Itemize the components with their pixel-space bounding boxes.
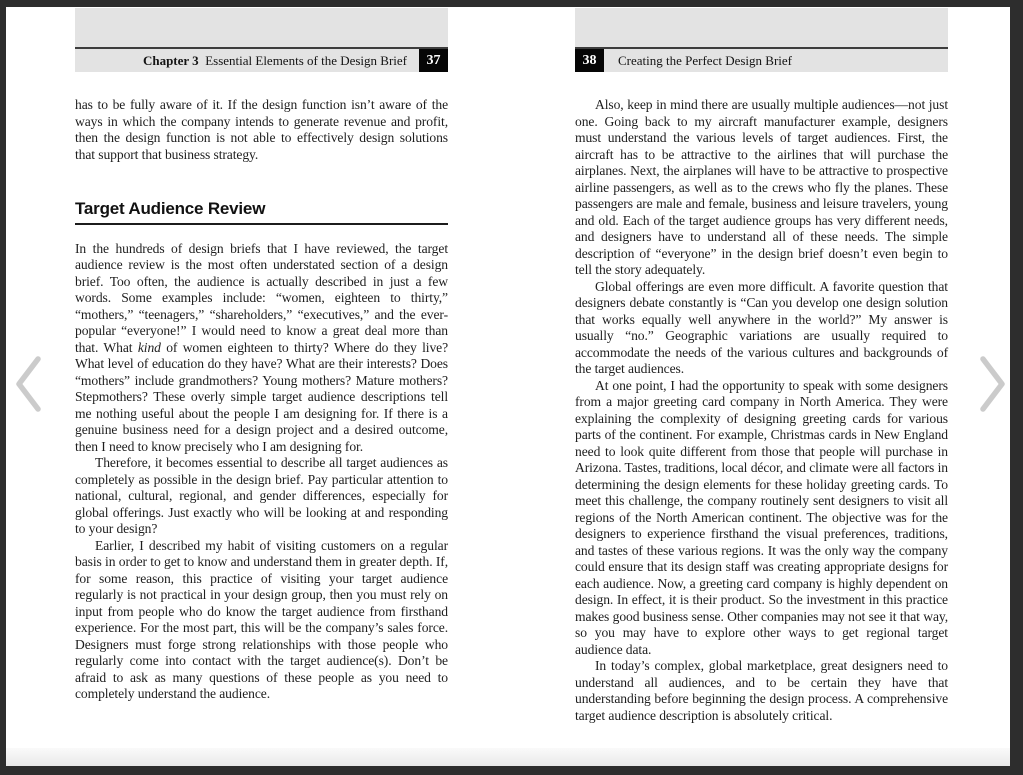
right-page: [575, 8, 948, 724]
paragraph: Global offerings are even more difficult. A favorite question that designers debate constantly is “Can you develop one design solution that works equally well anywhere in the world?” My answer is usually “no.” Geographic variations are usually required to accommodate the needs of the various cultures and backgrounds of the target audiences.: [575, 278, 948, 376]
paragraph: has to be fully aware of it. If the design function isn’t aware of the ways in which the company intends to generate revenue and profit, then the design function is not able to effectively design solutions that support that business strategy.: [75, 97, 448, 162]
left-page-header-band: [75, 8, 448, 72]
right-page-number: 38: [575, 49, 604, 72]
right-running-head: Creating the Perfect Design Brief: [618, 52, 792, 68]
right-header-row: [575, 49, 948, 72]
left-page-body: [75, 72, 448, 703]
book-spread: [6, 7, 1010, 766]
left-page: [75, 8, 448, 703]
right-page-header-band: [575, 8, 948, 72]
paragraph: In today’s complex, global marketplace, great designers need to understand all audiences, and to be certain they have that understanding before beginning the design process. A comprehensive target audience description is absolutely critical.: [575, 658, 948, 723]
previous-page-button[interactable]: [10, 352, 48, 416]
left-running-head: [143, 53, 407, 69]
chevron-right-icon: [973, 352, 1011, 416]
left-page-number: 37: [419, 49, 448, 72]
paragraph: In the hundreds of design briefs that I have reviewed, the target audience review is the most often understated section of a design brief. Too often, the audience is actually described in just a few words. Some examples include: “women, eighteen to thirty,” “mothers,” “teenagers,” “shareholders,” “executives,” and the ever-popular “everyone!” I would need to know a great deal more than that. What kind of women eighteen to thirty? Where do they live? What level of education do they have? What are their interests? Does “mothers” include grandmothers? Young mothers? Mature mothers? Stepmothers? These overly simple target audience descriptions tell me nothing useful about the people I am designing for. If there is a genuine business need for a design project and a desired outcome, then I need to know precisely who I am designing for.: [75, 240, 449, 454]
chevron-left-icon: [10, 352, 48, 416]
right-page-body: [575, 72, 948, 724]
next-page-button[interactable]: [973, 352, 1011, 416]
paragraph: Earlier, I described my habit of visiting customers on a regular basis in order to get to know and understand them in greater depth. If, for some reason, this practice of visiting your target audience regularly is not practical in your design group, then you must rely on input from people who do know the target audience from firsthand experience. For the most part, this will be the company’s sales force. Designers must forge strong relationships with those people who regularly come into contact with the target audience(s). Don’t be afraid to ask as many questions of these people as you need to completely understand the audience.: [75, 537, 448, 701]
paragraph: At one point, I had the opportunity to speak with some designers from a major greeting card company in North America. They were explaining the complexity of designing greeting cards for various parts of the continent. For example, Christmas cards in New England need to look quite different from those that people will purchase in Arizona. Tastes, traditions, local décor, and climate were all factors in determining the design elements for these holiday greeting cards. To meet this challenge, the company routinely sent designers to visit all regions of the North American continent. The objective was for the designers to experience firsthand the visual preferences, traditions, and tastes of these various regions. It was the only way the company could ensure that its design staff was creating appropriate designs for each audience. Now, a greeting card company is highly dependent on design. In effect, it is their product. So the investment in this practice makes good business sense. Other companies may not see it that way, so you may have to explore other ways to get regional target audience data.: [575, 377, 948, 657]
paragraph: Therefore, it becomes essential to describe all target audiences as completely as possible in the design brief. Pay particular attention to national, cultural, regional, and gender differences, especially for global offerings. Just exactly who will be looking at and responding to your design?: [75, 455, 448, 536]
left-header-row: [75, 49, 448, 72]
chapter-title: Essential Elements of the Design Brief: [205, 52, 407, 68]
section-heading: Target Audience Review: [75, 201, 448, 225]
chapter-label: Chapter 3: [142, 52, 199, 68]
paragraph: Also, keep in mind there are usually multiple audiences—not just one. Going back to my aircraft manufacturer example, designers must understand the various levels of target audiences. First, the aircraft has to be attractive to the airlines that will purchase the airplanes. Next, the airplanes will have to be attractive to prospective airline passengers, as well as to the crews who fly the planes. These passengers are male and female, business and leisure travelers, young and old. Each of the target audience groups has very different needs, and designers have to understand all of these needs. The simple description of “everyone” in the design brief doesn’t even begin to tell the story adequately.: [575, 97, 948, 277]
page-bottom-edge: [6, 748, 1010, 766]
